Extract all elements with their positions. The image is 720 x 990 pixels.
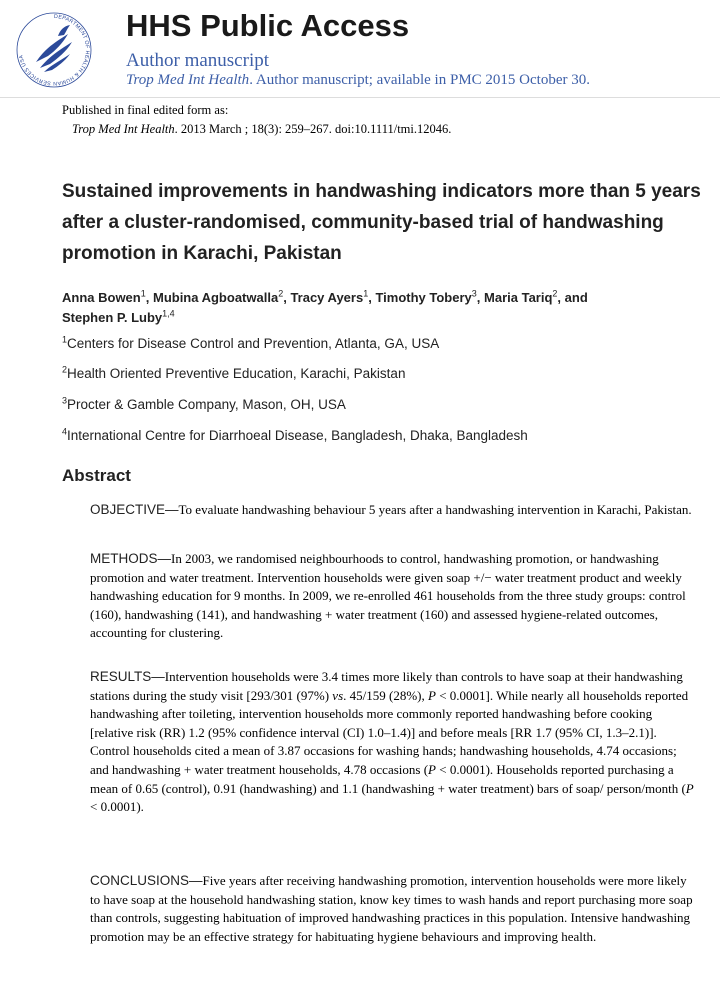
conclusions-text: Five years after receiving handwashing promotion, intervention households were more likely to have soap at the household handwashing station, know key times to wash hands and report purchasing more soap than controls, suggesting habituation of improved handwashing practices in this population. Intensive handwashing promotion may be an effective strategy for habituating hygiene behaviours and improving health. xyxy=(90,873,693,944)
abstract-methods xyxy=(90,550,695,643)
author-name: Stephen P. Luby xyxy=(62,310,163,325)
author-affiliation-sup: 2 xyxy=(552,288,558,299)
affiliation-sup: 3 xyxy=(62,395,68,406)
author-affiliation-sup: 1,4 xyxy=(162,308,175,319)
results-text: Intervention households were 3.4 times more likely than controls to have soap at their handwashing stations during the study visit [293/301 (97%) xyxy=(90,669,683,703)
affiliation-1 xyxy=(62,336,712,351)
results-vs: vs xyxy=(332,687,344,703)
hhs-eagle-logo xyxy=(14,10,94,90)
results-text: < 0.0001]. While nearly all households reported handwashing after toileting, intervention households more commonly reported handwashing before cooking [relative risk (RR) 1.2 (95% confidence interval (CI) 1.0–1.4)] and before meals [RR 1.7 (95% CI, 1.3–2.1)]. Control households cited a mean of 3.87 occasions for washing hands; handwashing households, 4.74 occasions; and handwashing + water treatment households, 4.78 occasions ( xyxy=(90,687,689,777)
results-text: . 45/159 (28%), xyxy=(343,687,428,703)
hhs-public-access-title: HHS Public Access xyxy=(126,8,410,43)
methods-label: METHODS— xyxy=(90,551,171,566)
results-p-symbol: P xyxy=(428,687,436,703)
affiliation-4 xyxy=(62,428,712,443)
author-name: Mubina Agboatwalla xyxy=(152,290,279,305)
article-title: Sustained improvements in handwashing indicators more than 5 years after a cluster-randomised, community-based trial of handwashing promotion in Karachi, Pakistan xyxy=(62,181,701,264)
results-text: < 0.0001). Households reported purchasing a mean of 0.65 (control), 0.91 (handwashing) and 1.1 (handwashing + water treatment) bars of soap/ person/month ( xyxy=(90,761,686,796)
affiliation-sup: 1 xyxy=(62,334,68,345)
abstract-objective xyxy=(90,501,695,520)
author-affiliation-sup: 2 xyxy=(278,288,284,299)
logo-ring-text: DEPARTMENT OF HEALTH & HUMAN SERVICES USA xyxy=(18,13,90,87)
citation-text: . 2013 March ; 18(3): 259–267. doi:10.1111/tmi.12046. xyxy=(174,122,452,136)
affiliation-2 xyxy=(62,366,712,381)
affiliation-3 xyxy=(62,397,712,412)
results-label: RESULTS— xyxy=(90,669,165,684)
author-separator: , xyxy=(283,290,291,305)
abstract-conclusions xyxy=(90,872,695,946)
affiliation-text: Health Oriented Preventive Education, Karachi, Pakistan xyxy=(67,366,406,381)
hhs-eagle-icon xyxy=(14,10,94,90)
affiliation-text: Centers for Disease Control and Prevention, Atlanta, GA, USA xyxy=(67,336,440,351)
availability-line xyxy=(126,72,590,89)
author-separator: , xyxy=(476,290,485,305)
author-affiliation-sup: 3 xyxy=(471,288,477,299)
objective-label: OBJECTIVE— xyxy=(90,502,179,517)
affiliation-text: Procter & Gamble Company, Mason, OH, USA xyxy=(67,397,346,412)
abstract-heading: Abstract xyxy=(62,466,131,485)
results-p-symbol: P xyxy=(685,780,694,796)
author-affiliation-sup: 1 xyxy=(140,288,146,299)
author-name: Tracy Ayers xyxy=(290,290,364,305)
conclusions-label: CONCLUSIONS— xyxy=(90,873,203,888)
abstract-results xyxy=(90,668,695,817)
author-name: Timothy Tobery xyxy=(375,290,472,305)
availability-journal: Trop Med Int Health xyxy=(126,72,250,88)
affiliation-sup: 2 xyxy=(62,364,68,375)
published-citation xyxy=(72,122,451,137)
author-separator: , xyxy=(145,290,153,305)
author-list xyxy=(62,288,712,328)
methods-text: In 2003, we randomised neighbourhoods to control, handwashing promotion, or handwashing promotion and water treatment. Intervention households were given soap +/− water treatment product and weekly handwashing education for 9 months. In 2009, we re-enrolled 461 households from the three study groups: control (160), handwashing (141), and handwashing + water treatment (160) and assessed hygiene-related outcomes, accounting for clustering. xyxy=(90,551,686,641)
availability-text: . Author manuscript; available in PMC 2015 October 30. xyxy=(249,72,590,88)
affiliation-sup: 4 xyxy=(62,426,68,437)
affiliation-text: International Centre for Diarrhoeal Disease, Bangladesh, Dhaka, Bangladesh xyxy=(67,428,528,443)
results-p-symbol: P xyxy=(428,761,436,777)
citation-journal: Trop Med Int Health xyxy=(72,122,175,136)
results-text: < 0.0001). xyxy=(90,799,144,815)
published-label: Published in final edited form as: xyxy=(62,103,229,117)
author-separator: , xyxy=(368,290,376,305)
author-name: Maria Tariq xyxy=(484,290,553,305)
page-header xyxy=(0,0,720,98)
objective-text: To evaluate handwashing behaviour 5 years after a handwashing intervention in Karachi, Pakistan. xyxy=(178,502,692,517)
author-separator: , and xyxy=(557,290,588,305)
author-manuscript-label: Author manuscript xyxy=(126,50,270,71)
author-name: Anna Bowen xyxy=(62,290,141,305)
author-affiliation-sup: 1 xyxy=(363,288,369,299)
